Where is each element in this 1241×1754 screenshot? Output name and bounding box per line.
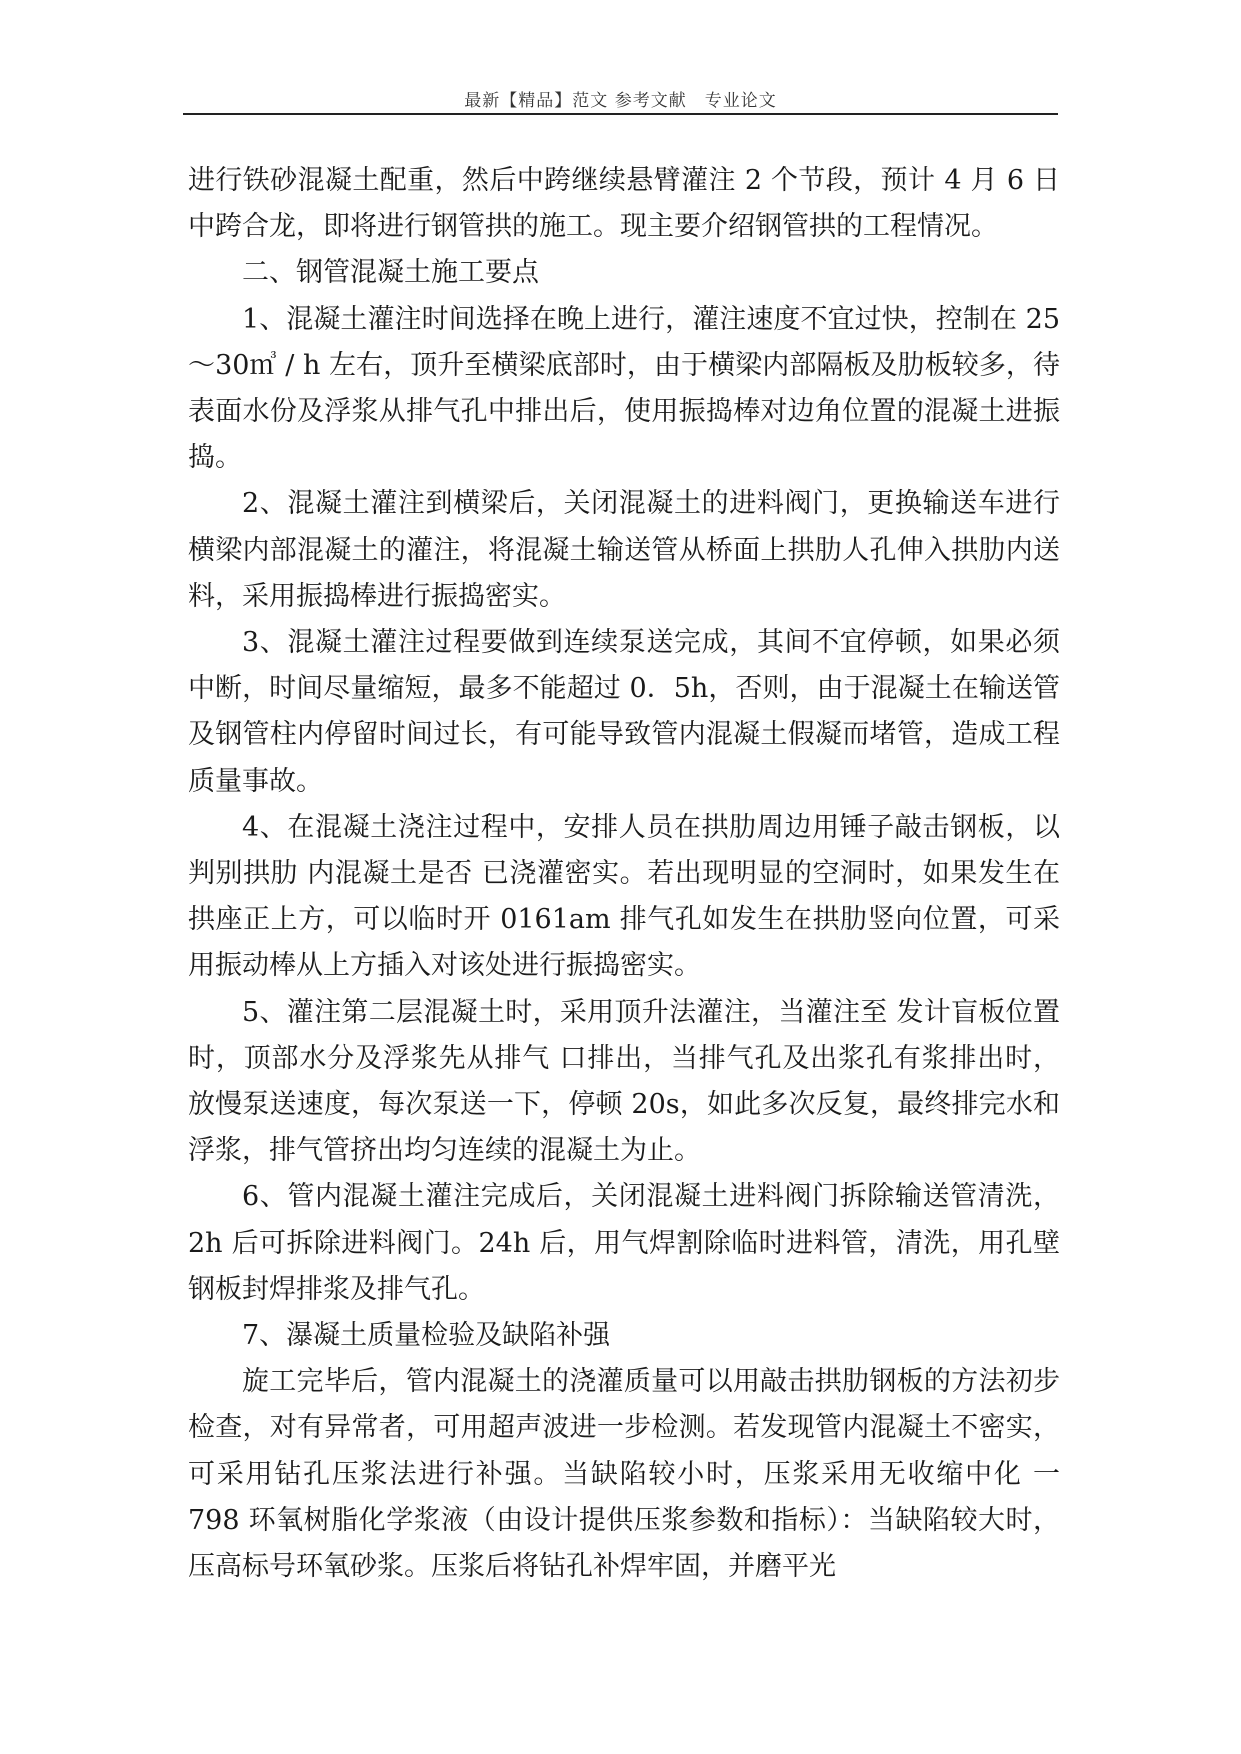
document-body (188, 158, 1060, 1590)
header-divider (183, 113, 1058, 115)
paragraph-point-2: 2、混凝土灌注到横梁后，关闭混凝土的进料阀门，更换输送车进行横梁内部混凝土的灌注，将混凝土输送管从桥面上拱肋人孔伸入拱肋内送料，采用振捣棒进行振捣密实。 (188, 488, 1060, 612)
paragraph-point-6: 6、管内混凝土灌注完成后，关闭混凝土进料阀门拆除输送管清洗，2h 后可拆除进料阀门。24h 后，用气焊割除临时进料管，清洗，用孔壁钢板封焊排浆及排气孔。 (188, 1181, 1060, 1305)
section-heading: 二、钢管混凝土施工要点 (242, 257, 539, 289)
paragraph-inspection: 旋工完毕后，管内混凝土的浇灌质量可以用敲击拱肋钢板的方法初步检查，对有异常者，可用超声波进一步检测。若发现管内混凝土不密实，可采用钻孔压浆法进行补强。当缺陷较小时，压浆采用无收缩中化 一 798 环氧树脂化学浆液（由设计提供压浆参数和指标）：当缺陷较大时，压高标号环氧砂浆。压浆后将钻孔补焊牢固，并磨平光 (188, 1366, 1060, 1583)
paragraph-intro: 进行铁砂混凝土配重，然后中跨继续悬臂灌注 2 个节段，预计 4 月 6 日中跨合龙，即将进行钢管拱的施工。现主要介绍钢管拱的工程情况。 (188, 165, 1060, 243)
paragraph-point-3: 3、混凝土灌注过程要做到连续泵送完成，其间不宜停顿，如果必须中断，时间尽量缩短，最多不能超过 0．5h，否则，由于混凝土在输送管及钢管柱内停留时间过长，有可能导致管内混凝土假凝而堵管，造成工程质量事故。 (188, 627, 1060, 797)
paragraph-point-4: 4、在混凝土浇注过程中，安排人员在拱肋周边用锤子敲击钢板，以判别拱肋 内混凝土是否 已浇灌密实。若出现明显的空洞时，如果发生在拱座正上方，可以临时开 0161am 排气孔如发生在拱肋竖向位置，可采用振动棒从上方插入对该处进行振捣密实。 (188, 811, 1060, 982)
paragraph-point-1: 1、混凝土灌注时间选择在晚上进行，灌注速度不宜过快，控制在 25～30㎥ / h 左右，顶升至横梁底部时，由于横梁内部隔板及肋板较多，待表面水份及浮浆从排气孔中排出后，使用振捣棒对边角位置的混凝土进振捣。 (188, 303, 1060, 474)
paragraph-point-5: 5、灌注第二层混凝土时，采用顶升法灌注，当灌注至 发计盲板位置时，顶部水分及浮浆先从排气 口排出，当排气孔及出浆孔有浆排出时，放慢泵送速度，每次泵送一下，停顿 20s，如此多次反复，最终排完水和浮浆，排气管挤出均匀连续的混凝土为止。 (188, 996, 1060, 1167)
page-header: 最新【精品】范文 参考文献 专业论文 (464, 91, 777, 111)
paragraph-point-7-heading: 7、瀑凝土质量检验及缺陷补强 (242, 1320, 611, 1352)
